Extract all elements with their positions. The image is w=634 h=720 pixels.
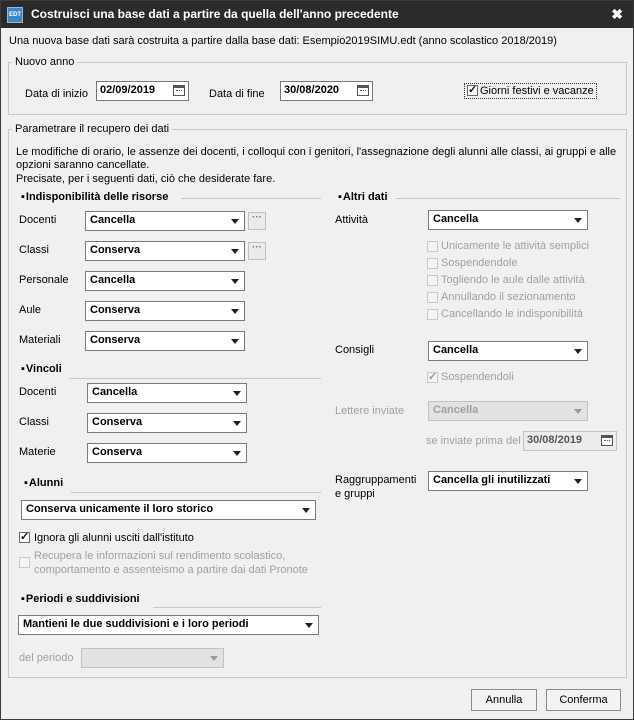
chevron-down-icon [231,219,239,224]
constraint-docenti-select[interactable] [87,383,247,403]
letters-label: Lettere inviate [335,405,405,417]
resources-section-title: ▪ Indisponibilità delle risorse [21,191,168,203]
new-year-legend: Nuovo anno [12,56,77,68]
chevron-down-icon [231,279,239,284]
resource-docenti-more-button[interactable]: ··· [248,212,266,230]
resource-classi-select[interactable] [85,241,245,261]
resource-personale-select[interactable] [85,271,245,291]
params-desc-line1: Le modifiche di orario, le assenze dei docenti, i colloqui con i genitori, l'assegnazione degli alunni alle classi, ai gruppi e alle [16,146,617,158]
chevron-down-icon [231,339,239,344]
ignore-students-label[interactable]: Ignora gli alunni usciti dall'istituto [34,532,194,544]
activity-option-label: Annullando il sezionamento [441,291,576,303]
sent-before-date-field[interactable] [523,431,617,451]
students-select[interactable] [21,500,316,520]
groupings-label-line1: Raggruppamenti [335,474,417,486]
activities-value: Cancella [433,213,479,225]
resource-classi-value: Conserva [90,244,141,256]
activities-label: Attività [335,214,369,226]
activity-option-checkbox[interactable] [427,292,438,303]
period-label: del periodo [19,652,74,664]
activity-option-checkbox[interactable] [427,258,438,269]
chevron-down-icon [231,309,239,314]
resources-divider [181,198,321,199]
recover-pronote-label-line1: Recupera le informazioni sul rendimento scolastico, [34,550,286,562]
cancel-button[interactable]: Annulla [471,689,537,711]
activity-option-label: Unicamente le attività semplici [441,240,589,252]
constraint-classi-label: Classi [19,416,49,428]
councils-value: Cancella [433,344,479,356]
confirm-button[interactable]: Conferma [546,689,621,711]
constraint-classi-value: Conserva [92,416,143,428]
calendar-icon[interactable] [357,85,369,96]
calendar-icon[interactable] [173,85,185,96]
letters-select[interactable] [428,401,588,421]
end-date-value: 30/08/2020 [284,84,340,96]
groupings-label-line2: e gruppi [335,488,375,500]
periods-divider [153,607,321,608]
constraint-materie-select[interactable] [87,443,247,463]
councils-label: Consigli [335,344,375,356]
periods-value: Mantieni le due suddivisioni e i loro periodi [23,618,249,630]
students-value: Conserva unicamente il loro storico [26,503,214,515]
close-icon[interactable]: ✖ [611,6,623,22]
constraint-materie-value: Conserva [92,446,143,458]
chevron-down-icon [574,479,582,484]
councils-select[interactable] [428,341,588,361]
constraint-docenti-label: Docenti [19,386,57,398]
chevron-down-icon [305,623,313,628]
letters-value: Cancella [433,404,479,416]
params-desc-line2: opzioni saranno cancellate. [16,159,150,171]
holidays-checkbox[interactable] [467,85,478,96]
resource-materiali-value: Conserva [90,334,141,346]
resource-aule-label: Aule [19,304,42,316]
end-date-field[interactable] [280,81,373,101]
resource-docenti-value: Cancella [90,214,136,226]
holidays-label[interactable]: Giorni festivi e vacanze [480,85,594,97]
councils-suspend-checkbox[interactable] [427,372,438,383]
chevron-down-icon [233,391,241,396]
periods-section-title: ▪ Periodi e suddivisioni [21,593,140,605]
resource-docenti-select[interactable] [85,211,245,231]
resource-personale-label: Personale [19,274,69,286]
chevron-down-icon [574,409,582,414]
activity-option-label: Cancellando le indisponibilità [441,308,583,320]
start-date-value: 02/09/2019 [100,84,156,96]
resource-classi-more-button[interactable]: ··· [248,242,266,260]
constraint-classi-select[interactable] [87,413,247,433]
students-section-title: ▪ Alunni [24,477,63,489]
end-date-label: Data di fine [209,88,265,100]
groupings-value: Cancella gli inutilizzati [433,474,551,486]
start-date-field[interactable] [96,81,189,101]
other-section-title: ▪ Altri dati [338,191,388,203]
period-select[interactable] [81,648,224,668]
constraints-section-title: ▪ Vincoli [21,363,62,375]
resource-aule-value: Conserva [90,304,141,316]
resource-docenti-label: Docenti [19,214,57,226]
intro-text: Una nuova base dati sarà costruita a partire dalla base dati: Esempio2019SIMU.edt (anno scolastico 2018/2019) [9,35,557,47]
periods-select[interactable] [18,615,319,635]
councils-suspend-label: Sospendendoli [441,371,514,383]
activity-option-label: Sospendendole [441,257,518,269]
resource-aule-select[interactable] [85,301,245,321]
constraint-docenti-value: Cancella [92,386,138,398]
title-bar [1,1,633,28]
resource-materiali-select[interactable] [85,331,245,351]
activity-option-checkbox[interactable] [427,309,438,320]
chevron-down-icon [231,249,239,254]
chevron-down-icon [233,451,241,456]
chevron-down-icon [210,656,218,661]
chevron-down-icon [574,218,582,223]
calendar-icon[interactable] [601,435,613,446]
resource-classi-label: Classi [19,244,49,256]
sent-before-label: se inviate prima del [426,435,521,447]
activities-select[interactable] [428,210,588,230]
activity-option-label: Togliendo le aule dalle attività [441,274,585,286]
recover-pronote-label-line2: comportamento e assenteismo a partire dai dati Pronote [34,564,308,576]
chevron-down-icon [574,349,582,354]
chevron-down-icon [302,508,310,513]
other-divider [396,198,620,199]
ignore-students-checkbox[interactable] [19,532,30,543]
constraint-materie-label: Materie [19,446,56,458]
params-legend: Parametrare il recupero dei dati [12,123,172,135]
sent-before-date-value: 30/08/2019 [527,434,583,446]
groupings-select[interactable] [428,471,588,491]
activity-option-checkbox[interactable] [427,275,438,286]
constraints-divider [69,378,321,379]
resource-materiali-label: Materiali [19,334,61,346]
activity-option-checkbox[interactable] [427,241,438,252]
start-date-label: Data di inizio [25,88,88,100]
chevron-down-icon [233,421,241,426]
params-desc-line3: Precisate, per i seguenti dati, ciò che desiderate fare. [16,173,276,185]
app-logo-icon: EDT [7,7,23,23]
students-divider [71,492,321,493]
recover-pronote-checkbox[interactable] [19,557,30,568]
dialog-title: Costruisci una base dati a partire da quella dell'anno precedente [31,7,399,21]
resource-personale-value: Cancella [90,274,136,286]
